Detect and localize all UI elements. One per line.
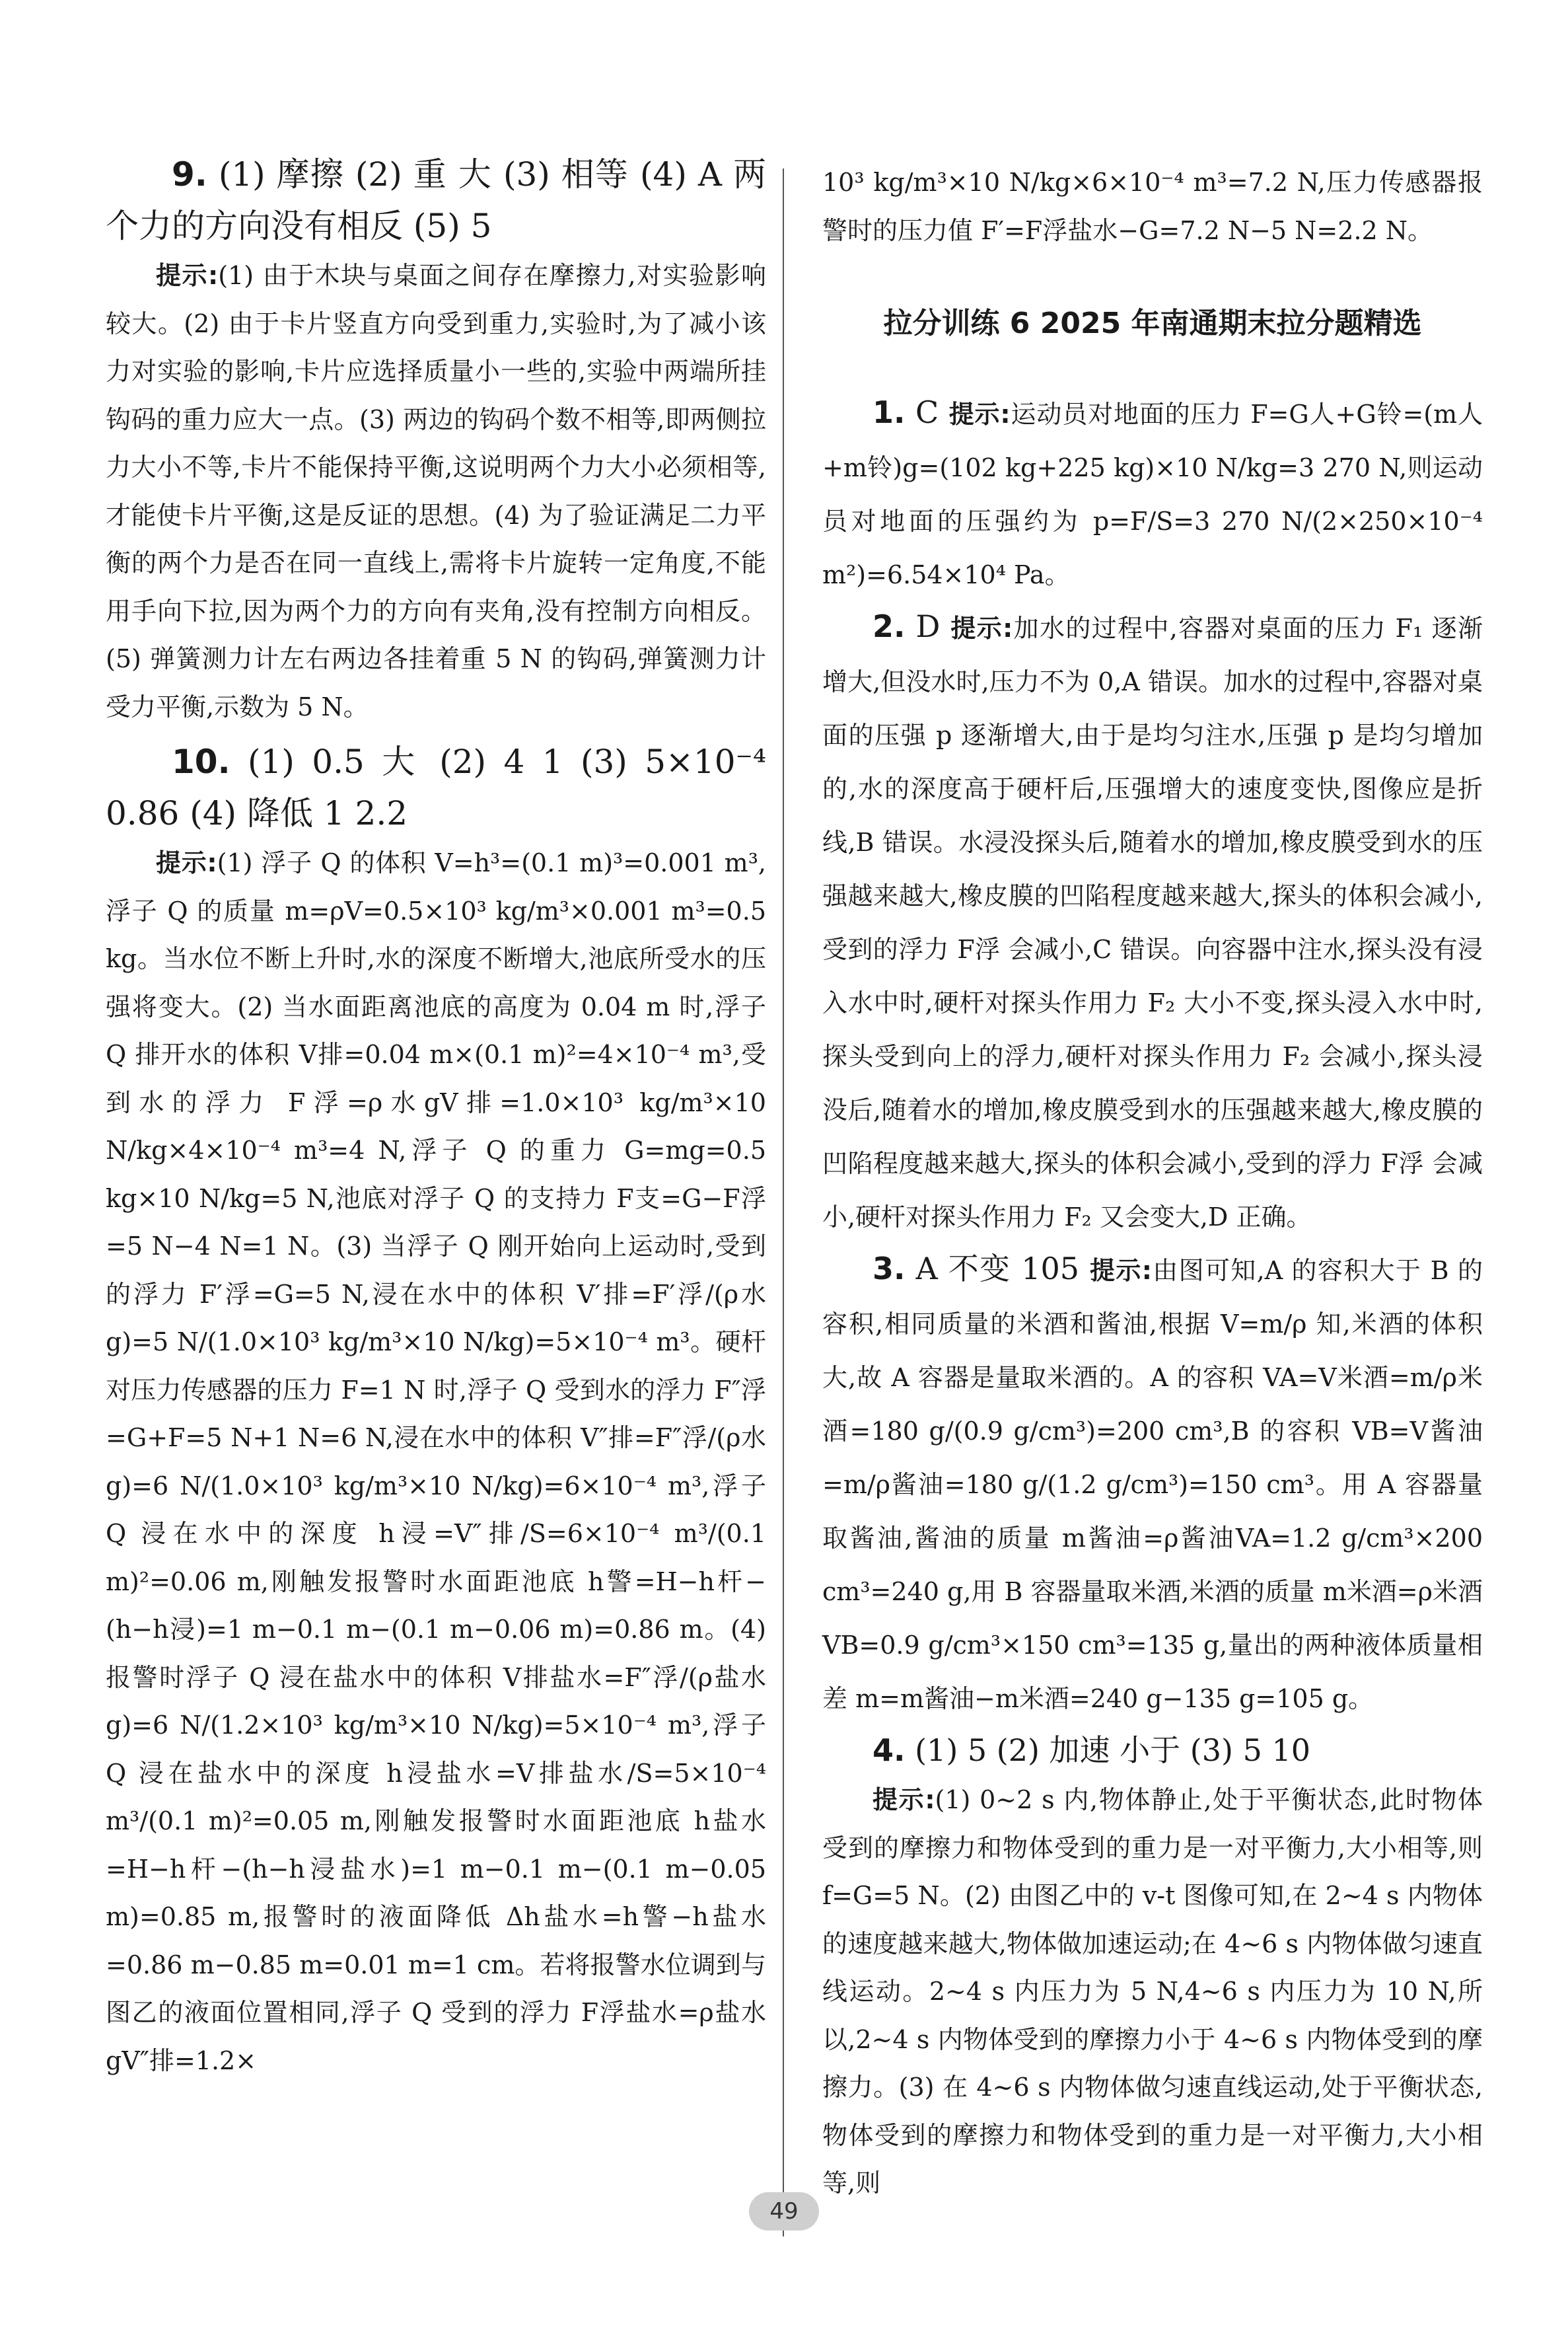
q3-answer: A 不变 105 bbox=[915, 1251, 1080, 1286]
q10-hint: (1) 浮子 Q 的体积 V=h³=(0.1 m)³=0.001 m³,浮子 Q 的质量 m=ρV=0.5×10³ kg/m³×0.001 m³=0.5 kg。当水位不断上升时,水的深度不断增大,池底所受水的压强将变大。(2) 当水面距离池底的高度为 0.04 m 时,浮子 Q 排开水的体积 V排=0.04 m×(0.1 m)²=4×10⁻⁴ m³,受到水的浮力 F浮=ρ水gV排=1.0×10³ kg/m³×10 N/kg×4×10⁻⁴ m³=4 N,浮子 Q 的重力 G=mg=0.5 kg×10 N/kg=5 N,池底对浮子 Q 的支持力 F支=G−F浮=5 N−4 N=1 N。(3) 当浮子 Q 刚开始向上运动时,受到的浮力 F′浮=G=5 N,浸在水中的体积 V′排=F′浮/(ρ水g)=5 N/(1.0×10³ kg/m³×10 N/kg)=5×10⁻⁴ m³。硬杆对压力传感器的压力 F=1 N 时,浮子 Q 受到水的浮力 F″浮=G+F=5 N+1 N=6 N,浸在水中的体积 V″排=F″浮/(ρ水g)=6 N/(1.0×10³ kg/m³×10 N/kg)=6×10⁻⁴ m³,浮子 Q 浸在水中的深度 h浸=V″排/S=6×10⁻⁴ m³/(0.1 m)²=0.06 m,刚触发报警时水面距池底 h警=H−h杆−(h−h浸)=1 m−0.1 m−(0.1 m−0.06 m)=0.86 m。(4) 报警时浮子 Q 浸在盐水中的体积 V排盐水=F″浮/(ρ盐水g)=6 N/(1.2×10³ kg/m³×10 N/kg)=5×10⁻⁴ m³,浮子 Q 浸在盐水中的深度 h浸盐水=V排盐水/S=5×10⁻⁴ m³/(0.1 m)²=0.05 m,刚触发报警时水面距池底 h盐水=H−h杆−(h−h浸盐水)=1 m−0.1 m−(0.1 m−0.05 m)=0.85 m,报警时的液面降低 Δh盐水=h警−h盐水=0.86 m−0.85 m=0.01 m=1 cm。若将报警水位调到与图乙的液面位置相同,浮子 Q 受到的浮力 F浮盐水=ρ盐水gV″排=1.2× bbox=[106, 848, 767, 2075]
q3-hint: 由图可知,A 的容积大于 B 的容积,相同质量的米酒和酱油,根据 V=m/ρ 知,米酒的体积大,故 A 容器是量取米酒的。A 的容积 VA=V米酒=m/ρ米酒=180 g/(0.9 g/cm³)=200 cm³,B 的容积 VB=V酱油=m/ρ酱油=180 g/(1.2 g/cm³)=150 cm³。用 A 容器量取酱油,酱油的质量 m酱油=ρ酱油VA=1.2 g/cm³×200 cm³=240 g,用 B 容器量取米酒,米酒的质量 m米酒=ρ米酒VB=0.9 g/cm³×150 cm³=135 g,量出的两种液体质量相差 m=m酱油−m米酒=240 g−135 g=105 g。 bbox=[822, 1256, 1483, 1713]
q4-number: 4. bbox=[873, 1732, 906, 1768]
q4-hint: (1) 0~2 s 内,物体静止,处于平衡状态,此时物体受到的摩擦力和物体受到的重力是一对平衡力,大小相等,则 f=G=5 N。(2) 由图乙中的 v-t 图像可知,在 2~4 s 内物体的速度越来越大,物体做加速运动;在 4~6 s 内物体做匀速直线运动。2~4 s 内压力为 5 N,4~6 s 内压力为 10 N,所以,2~4 s 内物体受到的摩擦力小于 4~6 s 内物体受到的摩擦力。(3) 在 4~6 s 内物体做匀速直线运动,处于平衡状态,物体受到的摩擦力和物体受到的重力是一对平衡力,大小相等,则 bbox=[822, 1785, 1483, 2197]
left-column bbox=[106, 149, 766, 2085]
page-number: 49 bbox=[749, 2192, 819, 2231]
q1-hint: 运动员对地面的压力 F=G人+G铃=(m人+m铃)g=(102 kg+225 kg)×10 N/kg=3 270 N,则运动员对地面的压强约为 p=F/S=3 270 N/(2×250×10⁻⁴ m²)=6.54×10⁴ Pa。 bbox=[822, 400, 1483, 589]
hint-label: 提示: bbox=[156, 848, 217, 877]
hint-label: 提示: bbox=[950, 614, 1013, 643]
q3-number: 3. bbox=[873, 1251, 906, 1286]
q10-answer: (1) 0.5 大 (2) 4 1 (3) 5×10⁻⁴ 0.86 (4) 降低 1 2.2 bbox=[106, 743, 766, 832]
q4-answer-line bbox=[822, 1724, 1483, 1776]
q9-hint-paragraph bbox=[106, 252, 766, 731]
q9-answer-line bbox=[106, 149, 766, 252]
hint-label: 提示: bbox=[873, 1785, 935, 1814]
q2-number: 2. bbox=[873, 609, 906, 644]
right-column bbox=[822, 159, 1483, 2207]
q9-number: 9. bbox=[172, 155, 207, 194]
q4-answer: (1) 5 (2) 加速 小于 (3) 5 10 bbox=[915, 1732, 1311, 1768]
q10-number: 10. bbox=[172, 743, 231, 781]
q1-number: 1. bbox=[873, 394, 906, 430]
q2-answer: D bbox=[915, 609, 941, 644]
hint-label: 提示: bbox=[156, 261, 219, 290]
q10-hint-paragraph bbox=[106, 839, 766, 2085]
q9-answer: (1) 摩擦 (2) 重 大 (3) 相等 (4) A 两个力的方向没有相反 (5) 5 bbox=[106, 155, 766, 245]
q9-hint: (1) 由于木块与桌面之间存在摩擦力,对实验影响较大。(2) 由于卡片竖直方向受到重力,实验时,为了减小该力对实验的影响,卡片应选择质量小一些的,实验中两端所挂钩码的重力应大一点。(3) 两边的钩码个数不相等,即两侧拉力大小不等,卡片不能保持平衡,这说明两个力大小必须相等,才能使卡片平衡,这是反证的思想。(4) 为了验证满足二力平衡的两个力是否在同一直线上,需将卡片旋转一定角度,不能用手向下拉,因为两个力的方向有夹角,没有控制方向相反。(5) 弹簧测力计左右两边各挂着重 5 N 的钩码,弹簧测力计受力平衡,示数为 5 N。 bbox=[106, 261, 766, 721]
q2-block bbox=[822, 601, 1483, 1243]
q10-hint-continued: 10³ kg/m³×10 N/kg×6×10⁻⁴ m³=7.2 N,压力传感器报警时的压力值 F′=F浮盐水−G=7.2 N−5 N=2.2 N。 bbox=[822, 168, 1483, 245]
hint-label: 提示: bbox=[948, 400, 1011, 429]
q4-hint-paragraph bbox=[822, 1776, 1483, 2207]
q1-answer: C bbox=[915, 394, 939, 430]
column-divider bbox=[783, 168, 784, 2236]
hint-label: 提示: bbox=[1090, 1256, 1152, 1285]
section-title: 拉分训练 6 2025 年南通期末拉分题精选 bbox=[883, 307, 1422, 340]
q1-block bbox=[822, 387, 1483, 601]
q3-block bbox=[822, 1243, 1483, 1724]
q10-answer-line bbox=[106, 736, 766, 839]
q2-hint: 加水的过程中,容器对桌面的压力 F₁ 逐渐增大,但没水时,压力不为 0,A 错误。加水的过程中,容器对桌面的压强 p 逐渐增大,由于是均匀注水,压强 p 是均匀增加的,水的深度高于硬杆后,压强增大的速度变快,图像应是折线,B 错误。水浸没探头后,随着水的增加,橡皮膜受到水的压强越来越大,橡皮膜的凹陷程度越来越大,探头的体积会减小,受到的浮力 F浮 会减小,C 错误。向容器中注水,探头没有浸入水中时,硬杆对探头作用力 F₂ 大小不变,探头浸入水中时,探头受到向上的浮力,硬杆对探头作用力 F₂ 会减小,探头浸没后,随着水的增加,橡皮膜受到水的压强越来越大,橡皮膜的凹陷程度越来越大,探头的体积会减小,受到的浮力 F浮 会减小,硬杆对探头作用力 F₂ 又会变大,D 正确。 bbox=[822, 614, 1483, 1232]
